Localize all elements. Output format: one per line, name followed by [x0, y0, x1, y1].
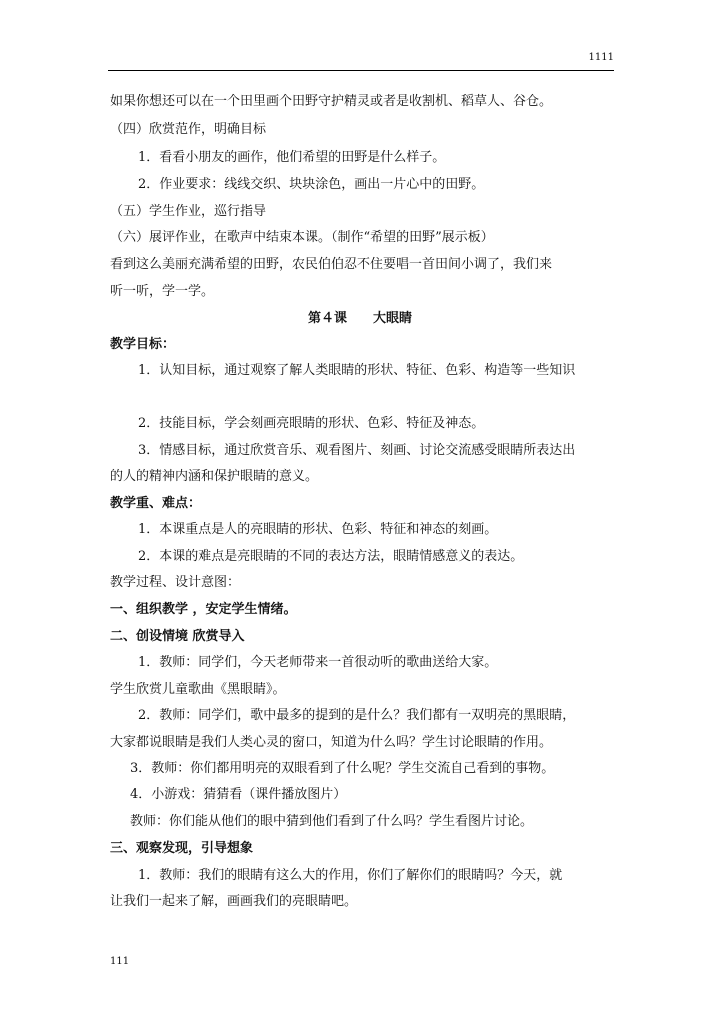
text-line: 如果你想还可以在一个田里画个田野守护精灵或者是收割机、稻草人、谷仓。: [110, 94, 553, 109]
text-line: 2．教师：同学们，歌中最多的提到的是什么？我们都有一双明亮的黑眼睛，: [138, 708, 576, 723]
text-line: 的人的精神内涵和保护眼睛的意义。: [110, 469, 319, 484]
header-rule: [108, 70, 614, 71]
text-line: 4．小游戏：猜猜看（课件播放图片）: [130, 787, 347, 802]
text-line: 教学过程、设计意图：: [110, 575, 241, 590]
text-line: 听一听，学一学。: [110, 284, 215, 299]
text-line: 1．教师：同学们，今天老师带来一首很动听的歌曲送给大家。: [138, 655, 498, 670]
text-line: 1．认知目标，通过观察了解人类眼睛的形状、特征、色彩、构造等一些知识: [138, 363, 576, 378]
text-line: 1．教师：我们的眼睛有这么大的作用，你们了解你们的眼睛吗？今天，就: [138, 868, 563, 883]
text-line: 1．本课重点是人的亮眼睛的形状、色彩、特征和神态的刻画。: [138, 522, 498, 537]
text-line: 3．教师：你们都用明亮的双眼看到了什么呢？学生交流自己看到的事物。: [130, 761, 555, 776]
section-heading: （六）展评作业，在歌声中结束本课。（制作“希望的田野”展示板）: [110, 230, 494, 245]
section-heading-one: 一、组织教学 ，安定学生情绪。: [110, 602, 297, 617]
text-line: 让我们一起来了解，画画我们的亮眼睛吧。: [110, 894, 358, 909]
text-line: 教师：你们能从他们的眼中猜到他们看到了什么吗？学生看图片讨论。: [130, 814, 534, 829]
section-heading: （四）欣赏范作，明确目标: [110, 122, 267, 137]
footer-page-number: 111: [110, 956, 130, 967]
section-heading-two: 二、创设情境 欣赏导入: [110, 629, 245, 644]
text-line: 3．情感目标，通过欣赏音乐、观看图片、刻画、讨论交流感受眼睛所表达出: [138, 443, 576, 458]
text-line: 大家都说眼睛是我们人类心灵的窗口，知道为什么吗？学生讨论眼睛的作用。: [110, 735, 553, 750]
text-line: 2．作业要求：线线交织、块块涂色，画出一片心中的田野。: [138, 177, 485, 192]
text-line: 1．看看小朋友的画作，他们希望的田野是什么样子。: [138, 150, 446, 165]
section-heading: （五）学生作业，巡行指导: [110, 204, 267, 219]
lesson-title: 第４课 大眼睛: [308, 311, 413, 326]
section-heading-three: 三、观察发现，引导想象: [110, 841, 254, 856]
header-page-number: 1111: [588, 52, 614, 63]
text-line: 学生欣赏儿童歌曲《黑眼睛》。: [110, 682, 286, 697]
text-line: 看到这么美丽充满希望的田野，农民伯伯忍不住要唱一首田间小调了，我们来: [110, 257, 553, 272]
heading-key-points: 教学重、难点：: [110, 496, 202, 511]
heading-teaching-goals: 教学目标：: [110, 337, 176, 352]
text-line: 2．本课的难点是亮眼睛的不同的表达方法，眼睛情感意义的表达。: [138, 549, 524, 564]
text-line: 2．技能目标，学会刻画亮眼睛的形状、色彩、特征及神态。: [138, 416, 485, 431]
